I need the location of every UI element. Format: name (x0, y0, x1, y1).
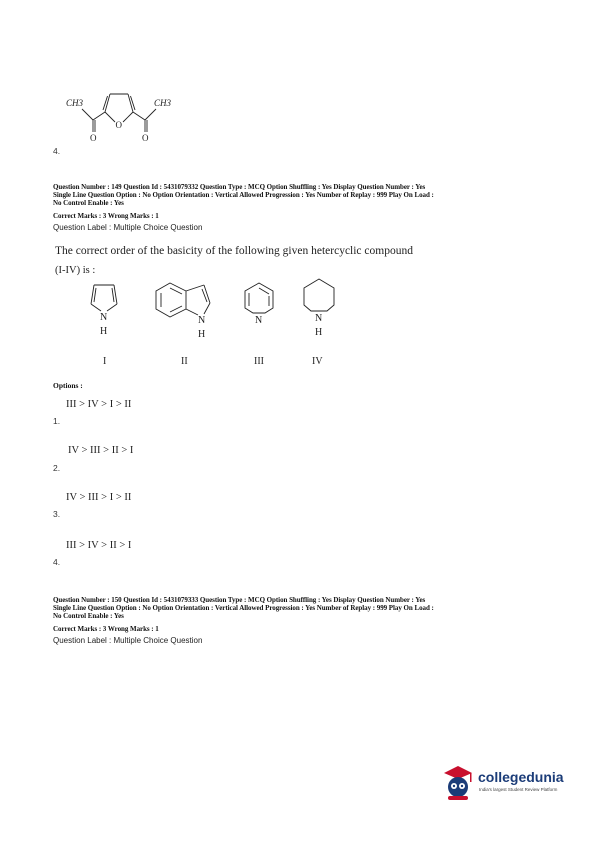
q149-question-text-2: (I-IV) is : (55, 265, 96, 276)
options-heading: Options : (53, 381, 83, 390)
option-4-number: 4. (53, 557, 61, 567)
brand-name: collegedunia (478, 769, 564, 785)
q149-question-text: The correct order of the basicity of the following given hetercyclic compound (55, 245, 413, 257)
graduate-mascot-icon (440, 763, 476, 801)
roman-label-iii: III (254, 356, 264, 367)
option-3-number: 3. (53, 509, 61, 519)
indole-n-label: N (198, 315, 206, 326)
q149-meta-line2: Single Line Question Option : No Option Orientation : Vertical Allowed Progression : Yes Number of Replay : 999 Play On Load : (53, 191, 434, 199)
furan-diketone-structure (60, 82, 190, 144)
indole-h-label: H (198, 329, 206, 340)
compound-pyridine (240, 280, 280, 330)
q150-meta-line1: Question Number : 150 Question Id : 5431079333 Question Type : MCQ Option Shuffling : Yes Display Question Number : Yes (53, 596, 426, 604)
pyridine-n-label: N (255, 315, 263, 326)
piperidine-h-label: H (315, 327, 323, 338)
option-2-number: 2. (53, 463, 61, 473)
roman-label-ii: II (181, 356, 188, 367)
ring-oxygen-label: O (115, 120, 122, 130)
option-2-text[interactable]: IV > III > II > I (68, 445, 134, 456)
q150-meta-line2: Single Line Question Option : No Option Orientation : Vertical Allowed Progression : Yes Number of Replay : 999 Play On Load : (53, 604, 434, 612)
q149-question-label: Question Label : Multiple Choice Question (53, 223, 203, 232)
q150-question-label: Question Label : Multiple Choice Question (53, 636, 203, 645)
option-1-number: 1. (53, 416, 61, 426)
q150-marks: Correct Marks : 3 Wrong Marks : 1 (53, 625, 159, 633)
q149-meta-line1: Question Number : 149 Question Id : 5431079332 Question Type : MCQ Option Shuffling : Yes Display Question Number : Yes (53, 183, 426, 191)
q150-meta-line3: No Control Enable : Yes (53, 612, 124, 620)
prev-option-number: 4. (53, 146, 61, 156)
roman-label-iv: IV (312, 356, 323, 367)
piperidine-n-label: N (315, 313, 323, 324)
q149-meta-line3: No Control Enable : Yes (53, 199, 124, 207)
roman-label-i: I (103, 356, 107, 367)
methyl-label-right: CH3 (154, 98, 172, 108)
q149-marks: Correct Marks : 3 Wrong Marks : 1 (53, 212, 159, 220)
carbonyl-oxygen-left: O (90, 133, 97, 143)
collegedunia-logo (440, 763, 580, 803)
methyl-label-left: CH3 (66, 98, 84, 108)
compound-indole (152, 279, 222, 345)
carbonyl-oxygen-right: O (142, 133, 149, 143)
compound-pyrrole (86, 277, 126, 339)
compound-piperidine (298, 276, 340, 342)
pyrrole-h-label: H (100, 326, 108, 337)
pyrrole-n-label: N (100, 312, 108, 323)
brand-tagline: India's largest Student Review Platform (479, 787, 558, 792)
option-1-text[interactable]: III > IV > I > II (66, 399, 132, 410)
option-3-text[interactable]: IV > III > I > II (66, 492, 132, 503)
option-4-text[interactable]: III > IV > II > I (66, 540, 132, 551)
